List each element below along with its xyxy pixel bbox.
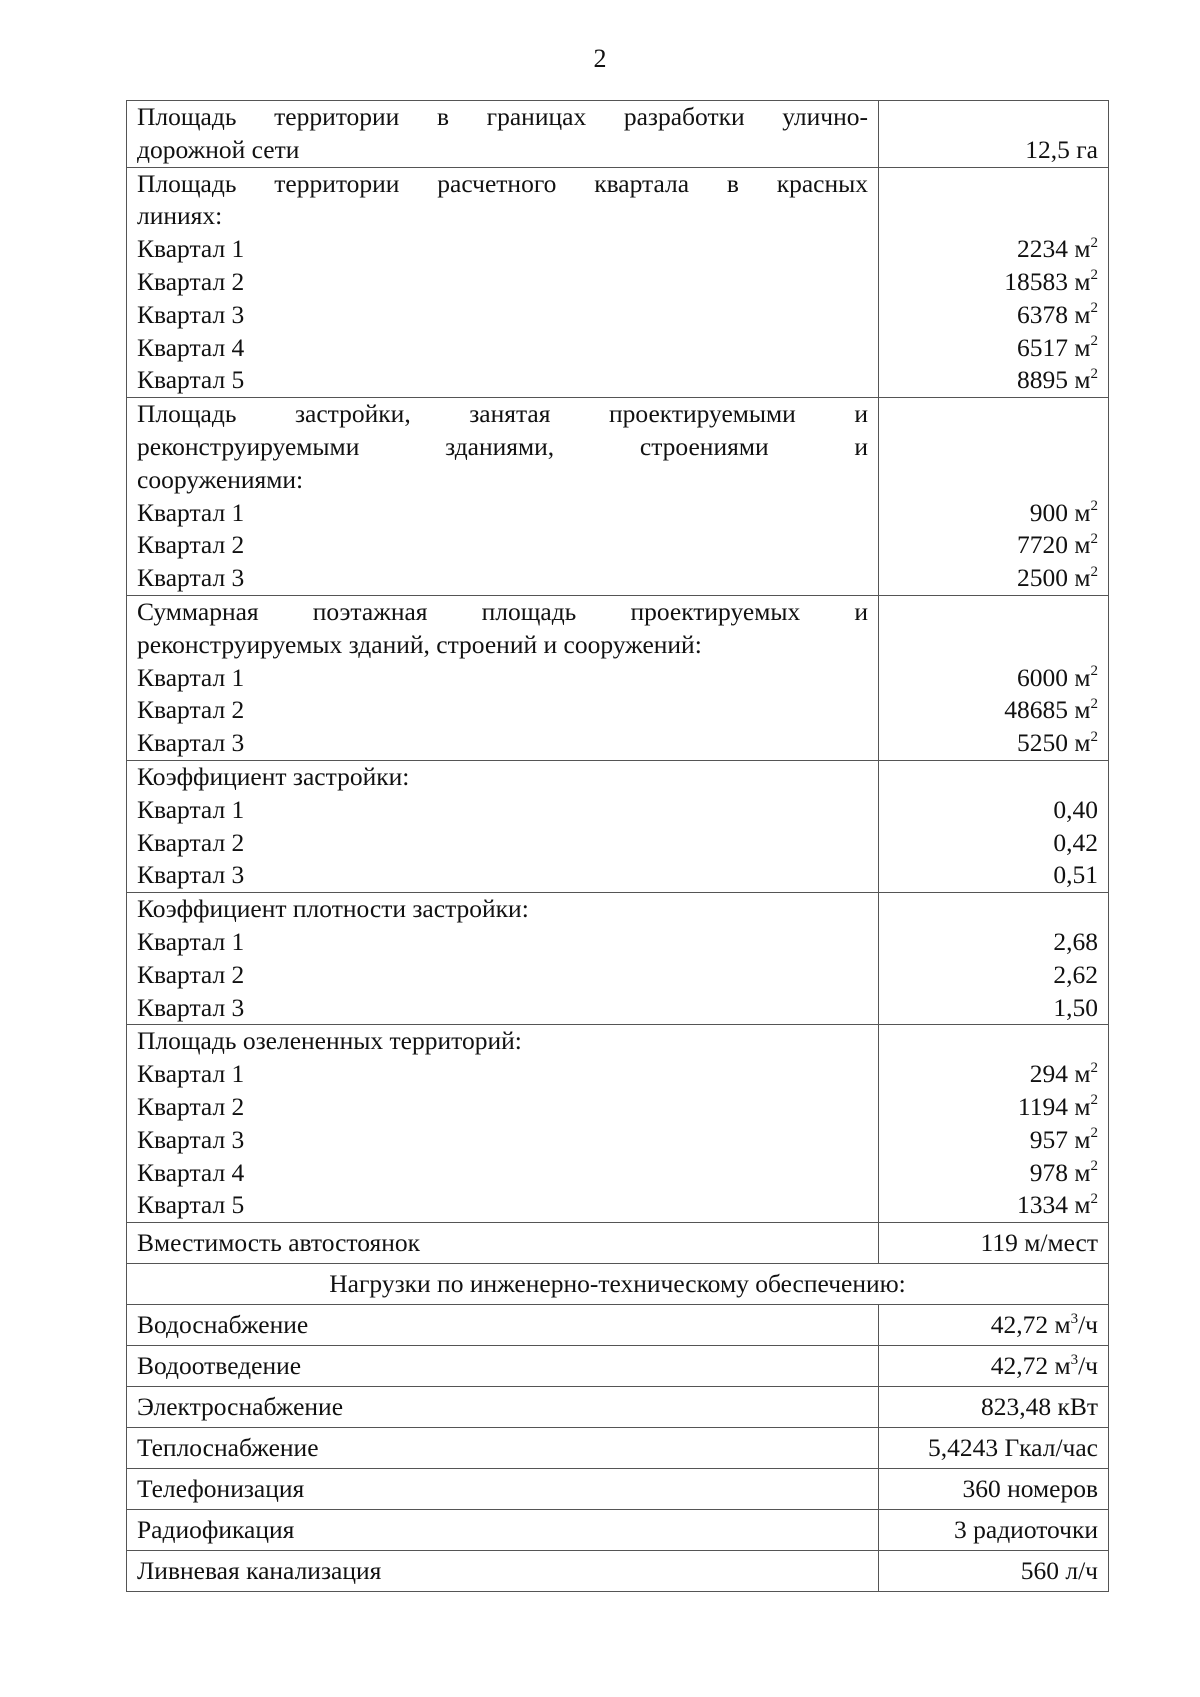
kvartal-value: 6378 $м^2$ <box>1016 299 1098 329</box>
row-label: Вместимость автостоянок <box>127 1223 879 1264</box>
kvartal-name: Квартал 3 <box>137 299 245 329</box>
row-label <box>127 398 879 596</box>
kvartal-value: 0,42 <box>1053 827 1098 857</box>
row-label: Телефонизация <box>127 1469 879 1510</box>
kvartal-value: 8895 $м^2$ <box>1016 365 1098 395</box>
kvartal-name: Квартал 3 <box>137 728 245 758</box>
label-line: Площадь застройки, занятая проектируемыми и <box>137 399 868 429</box>
row-value <box>879 1025 1109 1223</box>
label-line: Площадь территории расчетного квартала в красных <box>137 168 868 198</box>
row-label: Радиофикация <box>127 1510 879 1551</box>
table-row <box>127 1025 1109 1223</box>
kvartal-value: 900 $м^2$ <box>1029 497 1098 527</box>
label-line: Площадь территории в границах разработки улично- <box>137 102 868 131</box>
row-value: 560 л/ч <box>879 1551 1109 1592</box>
row-label <box>127 893 879 1025</box>
row-value: 42,72 $м^3/ч$ <box>879 1346 1109 1387</box>
row-label <box>127 101 879 168</box>
kvartal-name: Квартал 5 <box>137 1190 245 1220</box>
kvartal-name: Квартал 2 <box>137 266 245 296</box>
row-value: 42,72 $м^3/ч$ <box>879 1305 1109 1346</box>
label-line: Коэффициент застройки: <box>137 761 410 791</box>
kvartal-name: Квартал 2 <box>137 530 245 560</box>
indicators-table <box>126 100 1109 1592</box>
table-row <box>127 101 1109 168</box>
kvartal-value: 5250 $м^2$ <box>1016 728 1098 758</box>
kvartal-name: Квартал 1 <box>137 1059 245 1089</box>
kvartal-name: Квартал 1 <box>137 794 245 824</box>
kvartal-name: Квартал 3 <box>137 860 245 890</box>
table-row <box>127 595 1109 760</box>
row-value <box>879 760 1109 892</box>
kvartal-name: Квартал 3 <box>137 563 245 593</box>
kvartal-name: Квартал 2 <box>137 959 245 989</box>
row-value <box>879 101 1109 168</box>
table-row <box>127 1346 1109 1387</box>
row-value: 823,48 кВт <box>879 1387 1109 1428</box>
table-row <box>127 1469 1109 1510</box>
kvartal-value: 2500 $м^2$ <box>1016 563 1098 593</box>
row-label <box>127 167 879 398</box>
row-value: 5,4243 Гкал/час <box>879 1428 1109 1469</box>
row-label: Ливневая канализация <box>127 1551 879 1592</box>
label-line: дорожной сети <box>137 134 300 164</box>
table-row <box>127 1305 1109 1346</box>
kvartal-value: 0,40 <box>1053 794 1098 824</box>
row-label: Водоотведение <box>127 1346 879 1387</box>
label-line: Суммарная поэтажная площадь проектируемых и <box>137 596 868 626</box>
kvartal-value: 1194 $м^2$ <box>1017 1091 1098 1121</box>
kvartal-value: 294 $м^2$ <box>1029 1059 1098 1089</box>
kvartal-value: 0,51 <box>1053 860 1098 890</box>
label-line: линиях: <box>137 201 223 231</box>
kvartal-value: 957 $м^2$ <box>1029 1124 1098 1154</box>
row-value: 360 номеров <box>879 1469 1109 1510</box>
row-label: Водоснабжение <box>127 1305 879 1346</box>
kvartal-name: Квартал 2 <box>137 1091 245 1121</box>
row-label <box>127 1025 879 1223</box>
table-row <box>127 893 1109 1025</box>
kvartal-value: 7720 $м^2$ <box>1016 530 1098 560</box>
table-row <box>127 1387 1109 1428</box>
page-number: 2 <box>593 44 607 73</box>
row-value: 3 радиоточки <box>879 1510 1109 1551</box>
row-value <box>879 893 1109 1025</box>
section-title: Нагрузки по инженерно-техническому обеспечению: <box>127 1264 1109 1305</box>
kvartal-name: Квартал 3 <box>137 1124 245 1154</box>
kvartal-value: 6000 $м^2$ <box>1016 662 1098 692</box>
row-label <box>127 760 879 892</box>
kvartal-name: Квартал 4 <box>137 332 245 362</box>
section-header-row <box>127 1264 1109 1305</box>
kvartal-value: 18583 $м^2$ <box>1004 266 1098 296</box>
kvartal-value: 2,68 <box>1053 926 1098 956</box>
kvartal-name: Квартал 5 <box>137 365 245 395</box>
kvartal-value: 48685 $м^2$ <box>1004 695 1098 725</box>
kvartal-value: 978 $м^2$ <box>1029 1157 1098 1187</box>
row-label <box>127 595 879 760</box>
table-row <box>127 760 1109 892</box>
row-value <box>879 595 1109 760</box>
kvartal-value: 1,50 <box>1053 992 1098 1022</box>
label-line: Площадь озелененных территорий: <box>137 1026 522 1056</box>
table-row <box>127 1428 1109 1469</box>
kvartal-value: 2,62 <box>1053 959 1098 989</box>
table-row <box>127 167 1109 398</box>
value-text: 12,5 га <box>1025 134 1098 164</box>
kvartal-value: 2234 $м^2$ <box>1016 234 1098 264</box>
label-line: сооружениями: <box>137 464 304 494</box>
row-label: Электроснабжение <box>127 1387 879 1428</box>
kvartal-name: Квартал 1 <box>137 497 245 527</box>
kvartal-value: 1334 $м^2$ <box>1016 1190 1098 1220</box>
table-row <box>127 1551 1109 1592</box>
label-line: реконструируемыми зданиями, строениями и <box>137 431 868 461</box>
row-value <box>879 398 1109 596</box>
table-row <box>127 398 1109 596</box>
kvartal-name: Квартал 4 <box>137 1157 245 1187</box>
kvartal-value: 6517 $м^2$ <box>1016 332 1098 362</box>
kvartal-name: Квартал 1 <box>137 234 245 264</box>
row-value <box>879 167 1109 398</box>
table-row <box>127 1223 1109 1264</box>
table-row <box>127 1510 1109 1551</box>
row-value: 119 м/мест <box>879 1223 1109 1264</box>
kvartal-name: Квартал 1 <box>137 926 245 956</box>
label-line: реконструируемых зданий, строений и сооружений: <box>137 629 702 659</box>
label-line: Коэффициент плотности застройки: <box>137 894 529 924</box>
kvartal-name: Квартал 2 <box>137 827 245 857</box>
row-label: Теплоснабжение <box>127 1428 879 1469</box>
kvartal-name: Квартал 3 <box>137 992 245 1022</box>
kvartal-name: Квартал 2 <box>137 695 245 725</box>
kvartal-name: Квартал 1 <box>137 662 245 692</box>
